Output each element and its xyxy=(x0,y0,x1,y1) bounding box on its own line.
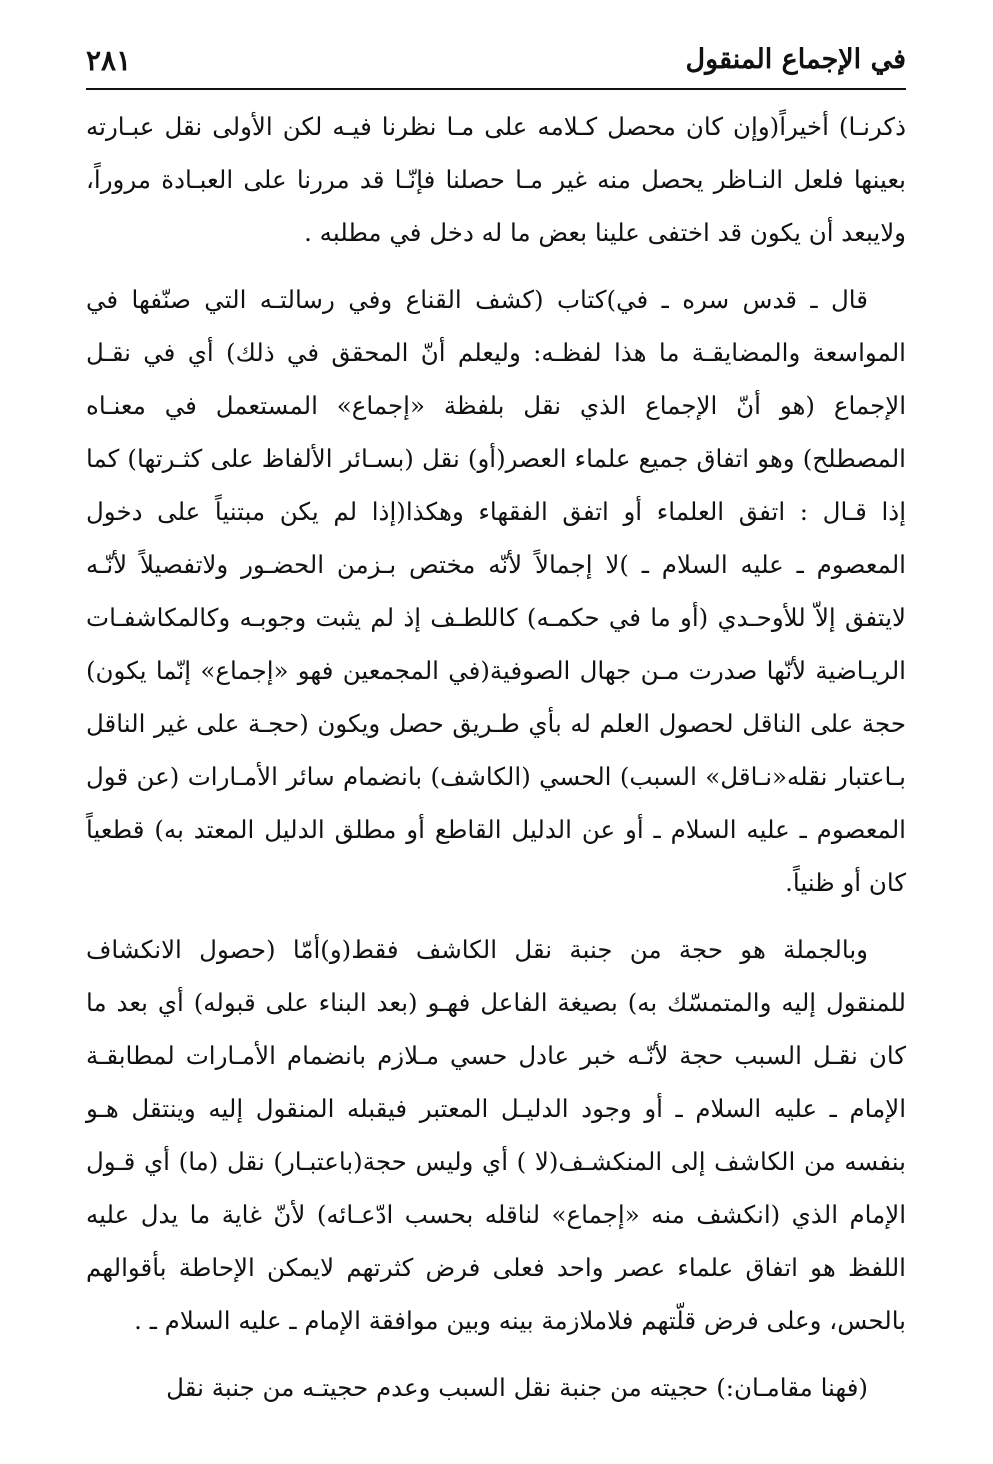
page-header xyxy=(86,38,906,84)
header-divider xyxy=(86,88,906,90)
page-number: ٢٨١ xyxy=(86,44,132,77)
paragraph-3: وبالجملة هو حجة من جنبة نقل الكاشف فقط(و)أمّا (حصول الانكشاف للمنقول إليه والمتمسّك به) بصيغة الفاعل فهـو (بعد البناء على قبوله) أي بعد ما كان نقـل السبب حجة لأنّـه خبر عادل حسي مـلازم بانضمام الأمـارات لمطابقـة الإمام ـ عليه السلام ـ أو وجود الدليـل المعتبر فيقبله المنقول إليه وينتقل هـو بنفسه من الكاشف إلى المنكشـف(لا ) أي وليس حجة(باعتبـار) نقل (ما) أي قـول الإمام الذي (انكشف منه «إجماع» لناقله بحسب ادّعـائه) لأنّ غاية ما يدل عليه اللفظ هو اتفاق علماء عصر واحد فعلى فرض كثرتهم لايمكن الإحاطة بأقوالهم بالحس، وعلى فرض قلّتهم فلاملازمة بينه وبين موافقة الإمام ـ عليه السلام ـ . xyxy=(86,935,906,1335)
running-title: في الإجماع المنقول xyxy=(685,44,906,75)
paragraph-2: قال ـ قدس سره ـ في)كتاب (كشف القناع وفي رسالتـه التي صنّفها في المواسعة والمضايقـة ما هذا لفظـه: وليعلم أنّ المحقق في ذلك) أي في نقـل الإجماع (هو أنّ الإجماع الذي نقل بلفظة «إجماع» المستعمل في معنـاه المصطلح) وهو اتفاق جميع علماء العصر(أو) نقل (بسـائر الألفاظ على كثـرتها) كما إذا قـال : اتفق العلماء أو اتفق الفقهاء وهكذا(إذا لم يكن مبتنياً على دخول المعصوم ـ عليه السلام ـ )لا إجمالاً لأنّه مختص بـزمن الحضـور ولاتفصيلاً لأنّـه لايتفق إلاّ للأوحـدي (أو ما في حكمـه) كاللطـف إذ لم يثبت وجوبـه وكالمكاشفـات الريـاضية لأنّها صدرت مـن جهال الصوفية(في المجمعين فهو «إجماع» إنّما يكون) حجة على الناقل لحصول العلم له بأي طـريق حصل ويكون (حجـة على غير الناقل بـاعتبار نقله«نـاقل» السبب) الحسي (الكاشف) بانضمام سائر الأمـارات (عن قول المعصوم ـ عليه السلام ـ أو عن الدليل القاطع أو مطلق الدليل المعتد به) قطعياً كان أو ظنياً. xyxy=(86,285,906,897)
body-text xyxy=(86,100,906,1428)
paragraph-1: ذكرنـا) أخيراً(وإن كان محصل كـلامه على مـا نظرنا فيـه لكن الأولى نقل عبـارته بعينها فلعل النـاظر يحصل منه غير مـا حصلنا فإنّـا قد مررنا على العبـادة مروراً، ولايبعد أن يكون قد اختفى علينا بعض ما له دخل في مطلبه . xyxy=(86,112,906,247)
paragraph-4: (فهنا مقامـان:) حجيته من جنبة نقل السبب وعدم حجيتـه من جنبة نقل xyxy=(166,1373,868,1402)
